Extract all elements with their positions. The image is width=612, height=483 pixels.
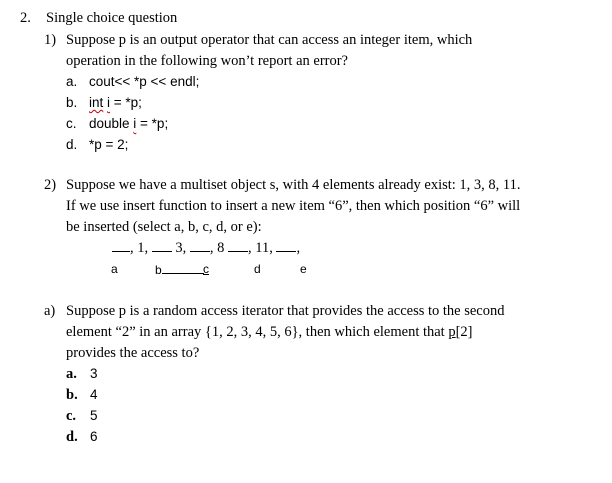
- seq-item: 1,: [137, 240, 149, 256]
- q1-option-b-letter: b.: [66, 95, 78, 110]
- section-number: 2.: [20, 10, 31, 26]
- q3-option-c-letter: c.: [66, 408, 77, 424]
- q3-option-b-letter: b.: [66, 387, 78, 403]
- q3-option-b-text: 4: [90, 387, 98, 402]
- q3-number: a): [44, 303, 56, 319]
- seq-item: 8: [217, 240, 225, 256]
- blank-d: [228, 240, 248, 252]
- position-label-a: a: [111, 262, 118, 276]
- q3-option-a-text: 3: [90, 366, 98, 381]
- q1-option-d-text: *p = 2;: [89, 137, 129, 152]
- q1-option-c-text: double i = *p;: [89, 116, 169, 131]
- position-label-d: d: [254, 262, 261, 276]
- q2-line3: be inserted (select a, b, c, d, or e):: [66, 219, 262, 235]
- q2-line2: If we use insert function to insert a new item “6”, then which position “6” will: [66, 198, 521, 214]
- q3-line1: Suppose p is a random access iterator that provides the access to the second: [66, 303, 505, 319]
- position-label-e: e: [300, 262, 307, 276]
- blank-b: [152, 240, 172, 252]
- q1-number: 1): [44, 32, 57, 48]
- q3-option-a-letter: a.: [66, 366, 77, 382]
- q1-option-a-letter: a.: [66, 74, 78, 89]
- q1-option-b-text: int i = *p;: [89, 95, 142, 110]
- q3-line2: element “2” in an array {1, 2, 3, 4, 5, 6}, then which element that p[2]: [66, 324, 473, 340]
- q2-line1: Suppose we have a multiset object s, with 4 elements already exist: 1, 3, 8, 11.: [66, 177, 521, 193]
- section-title: Single choice question: [46, 10, 178, 26]
- blank-c: [190, 240, 210, 252]
- blank-a: [112, 240, 130, 252]
- q2-blank-sequence: , 1, 3, , 8 , 11, ,: [112, 240, 300, 257]
- q3-option-d-text: 6: [90, 429, 98, 444]
- position-label-b: b: [155, 262, 207, 277]
- q1-option-c-letter: c.: [66, 116, 77, 131]
- q2-number: 2): [44, 177, 57, 193]
- q1-option-d-letter: d.: [66, 137, 78, 152]
- seq-item: 3,: [175, 240, 187, 256]
- q1-line1: Suppose p is an output operator that can access an integer item, which: [66, 32, 473, 48]
- q1-option-a-text: cout<< *p << endl;: [89, 74, 200, 89]
- seq-item: 11,: [255, 240, 273, 256]
- q3-option-c-text: 5: [90, 408, 98, 423]
- blank-e: [276, 240, 296, 252]
- q1-line2: operation in the following won’t report an error?: [66, 53, 348, 69]
- q3-option-d-letter: d.: [66, 429, 78, 445]
- q3-line3: provides the access to?: [66, 345, 200, 361]
- position-label-c: c: [203, 262, 209, 276]
